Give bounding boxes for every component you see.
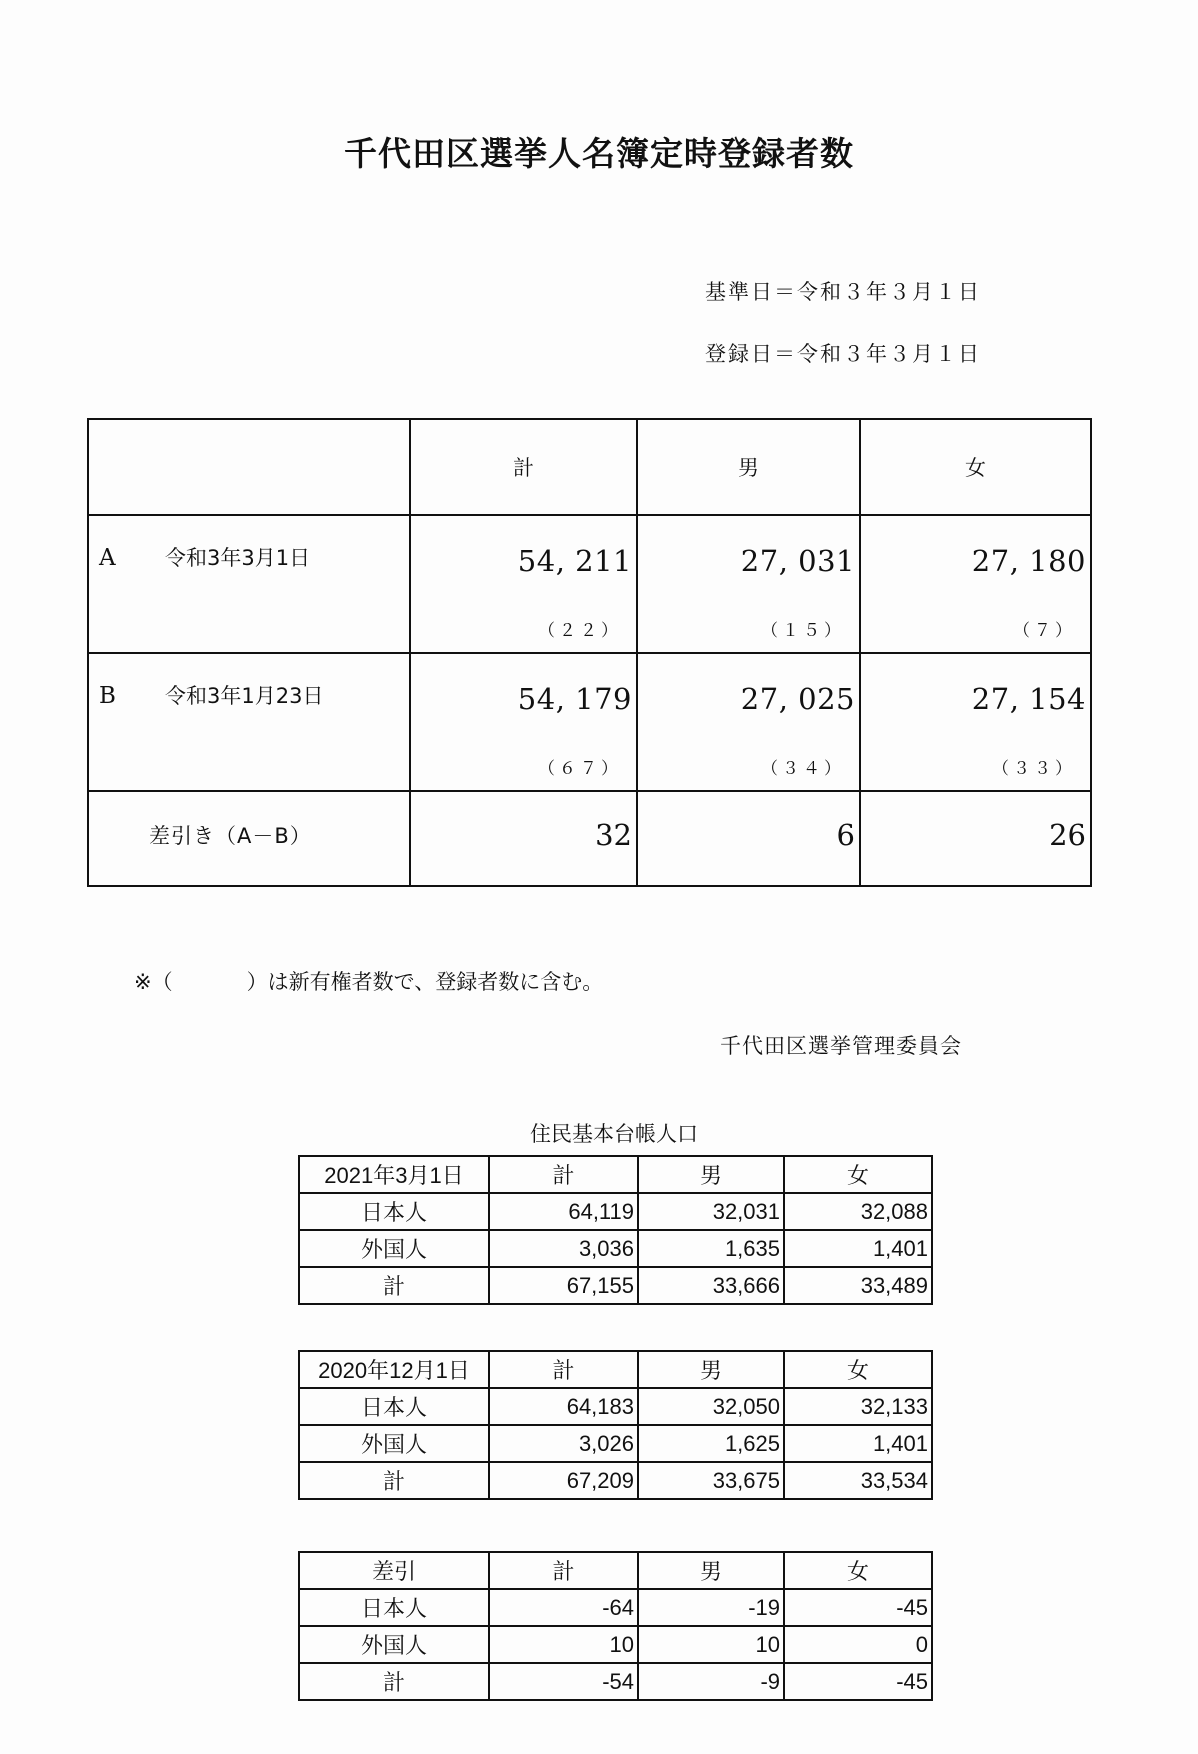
table-header-row xyxy=(299,1351,932,1388)
base-date: 基準日＝令和３年３月１日 xyxy=(705,280,981,304)
table-row xyxy=(299,1230,932,1267)
difference-female: 26 xyxy=(1049,818,1086,852)
male-new-voters: （１５） xyxy=(761,621,845,641)
header-female: 女 xyxy=(784,1156,932,1193)
registration-date: 登録日＝令和３年３月１日 xyxy=(705,342,981,366)
cell-male xyxy=(637,791,860,886)
row-label: 外国人 xyxy=(299,1626,489,1663)
table-row xyxy=(299,1589,932,1626)
cell-male xyxy=(637,515,860,653)
male-value: -19 xyxy=(638,1589,784,1626)
issuer: 千代田区選挙管理委員会 xyxy=(720,1034,962,1058)
total-value: 3,036 xyxy=(489,1230,638,1267)
cell-total xyxy=(410,791,637,886)
female-value: 0 xyxy=(784,1626,932,1663)
row-label xyxy=(88,515,410,653)
male-value: 32,031 xyxy=(638,1193,784,1230)
row-label: 計 xyxy=(299,1267,489,1304)
total-value: 64,119 xyxy=(489,1193,638,1230)
female-value: -45 xyxy=(784,1589,932,1626)
table-row xyxy=(299,1388,932,1425)
header-male: 男 xyxy=(638,1156,784,1193)
total-value: 67,155 xyxy=(489,1267,638,1304)
male-value: 33,675 xyxy=(638,1462,784,1499)
footnote-text: ）は新有権者数で、登録者数に含む。 xyxy=(246,970,604,994)
cell-female xyxy=(860,791,1091,886)
female-new-voters: （７） xyxy=(1013,621,1076,641)
row-label: 日本人 xyxy=(299,1193,489,1230)
header-total: 計 xyxy=(489,1156,638,1193)
row-label xyxy=(88,653,410,791)
header-female: 女 xyxy=(784,1351,932,1388)
table-row xyxy=(299,1626,932,1663)
table-header-row xyxy=(299,1156,932,1193)
header-female: 女 xyxy=(784,1552,932,1589)
cell-female xyxy=(860,653,1091,791)
female-value: 33,534 xyxy=(784,1462,932,1499)
female-value: -45 xyxy=(784,1663,932,1700)
header-total: 計 xyxy=(489,1351,638,1388)
male-value: 32,050 xyxy=(638,1388,784,1425)
difference-label-cell xyxy=(88,791,410,886)
difference-label: 差引き（A－B） xyxy=(149,824,312,848)
table-row xyxy=(299,1193,932,1230)
table-row-difference xyxy=(88,791,1091,886)
header-empty xyxy=(88,419,410,515)
row-letter: B xyxy=(99,683,116,709)
total-value: 10 xyxy=(489,1626,638,1663)
total-new-voters: （２２） xyxy=(538,621,622,641)
total-new-voters: （６７） xyxy=(538,759,622,779)
header-total: 計 xyxy=(410,419,637,515)
cell-female xyxy=(860,515,1091,653)
male-value: 1,625 xyxy=(638,1425,784,1462)
table-row xyxy=(299,1663,932,1700)
cell-total xyxy=(410,653,637,791)
total-value: 54, 211 xyxy=(517,544,632,578)
row-label: 日本人 xyxy=(299,1388,489,1425)
female-value: 27, 154 xyxy=(971,682,1086,716)
female-new-voters: （３３） xyxy=(992,759,1076,779)
table-row xyxy=(299,1267,932,1304)
female-value: 32,088 xyxy=(784,1193,932,1230)
table-row xyxy=(299,1425,932,1462)
registration-table xyxy=(87,418,1092,887)
header-date: 2021年3月1日 xyxy=(299,1156,489,1193)
total-value: 64,183 xyxy=(489,1388,638,1425)
table-row-b xyxy=(88,653,1091,791)
cell-male xyxy=(637,653,860,791)
male-value: 27, 031 xyxy=(740,544,855,578)
population-table-2020 xyxy=(298,1350,933,1500)
header-male: 男 xyxy=(637,419,860,515)
female-value: 1,401 xyxy=(784,1230,932,1267)
population-difference-table xyxy=(298,1551,933,1701)
table-row xyxy=(299,1462,932,1499)
total-value: -64 xyxy=(489,1589,638,1626)
row-letter: A xyxy=(99,545,116,571)
header-male: 男 xyxy=(638,1552,784,1589)
document-title: 千代田区選挙人名簿定時登録者数 xyxy=(344,134,854,173)
header-date: 2020年12月1日 xyxy=(299,1351,489,1388)
total-value: -54 xyxy=(489,1663,638,1700)
row-label: 計 xyxy=(299,1462,489,1499)
female-value: 33,489 xyxy=(784,1267,932,1304)
table-header-row xyxy=(88,419,1091,515)
female-value: 32,133 xyxy=(784,1388,932,1425)
table-row-a xyxy=(88,515,1091,653)
footnote xyxy=(134,966,603,996)
table-header-row xyxy=(299,1552,932,1589)
male-value: 33,666 xyxy=(638,1267,784,1304)
header-date: 差引 xyxy=(299,1552,489,1589)
female-value: 27, 180 xyxy=(971,544,1086,578)
population-table-2021 xyxy=(298,1155,933,1305)
male-new-voters: （３４） xyxy=(761,759,845,779)
population-title: 住民基本台帳人口 xyxy=(530,1122,698,1146)
cell-total xyxy=(410,515,637,653)
row-date: 令和3年1月23日 xyxy=(165,684,324,708)
row-label: 日本人 xyxy=(299,1589,489,1626)
row-label: 外国人 xyxy=(299,1230,489,1267)
difference-male: 6 xyxy=(836,818,855,852)
row-date: 令和3年3月1日 xyxy=(165,546,311,570)
total-value: 3,026 xyxy=(489,1425,638,1462)
male-value: -9 xyxy=(638,1663,784,1700)
header-male: 男 xyxy=(638,1351,784,1388)
row-label: 外国人 xyxy=(299,1425,489,1462)
male-value: 1,635 xyxy=(638,1230,784,1267)
total-value: 54, 179 xyxy=(517,682,632,716)
female-value: 1,401 xyxy=(784,1425,932,1462)
male-value: 27, 025 xyxy=(740,682,855,716)
male-value: 10 xyxy=(638,1626,784,1663)
difference-total: 32 xyxy=(595,818,632,852)
total-value: 67,209 xyxy=(489,1462,638,1499)
header-total: 計 xyxy=(489,1552,638,1589)
header-female: 女 xyxy=(860,419,1091,515)
row-label: 計 xyxy=(299,1663,489,1700)
footnote-prefix: ※（ xyxy=(134,970,173,994)
